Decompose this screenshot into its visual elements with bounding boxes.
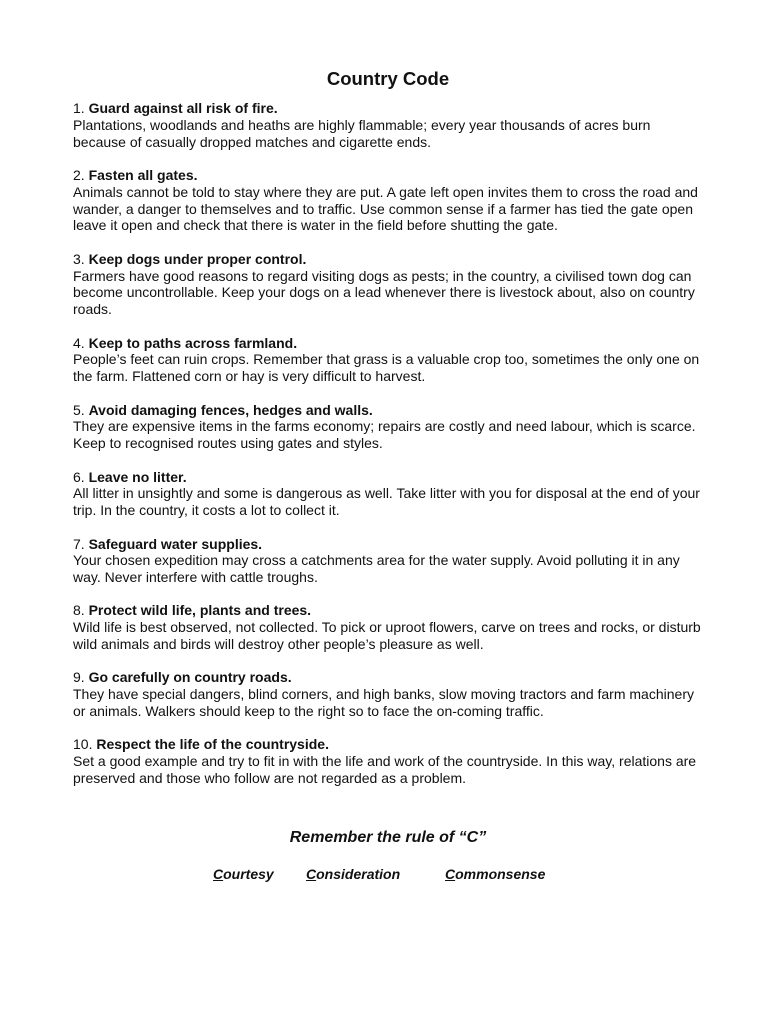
rule-title: Protect wild life, plants and trees. (88, 602, 312, 619)
rule-title: Keep dogs under proper control. (88, 250, 307, 267)
rule-body: People’s feet can ruin crops. Remember that grass is a valuable crop too, sometimes the only one on the farm. Flattened corn or hay is very difficult to harvest. (73, 351, 700, 385)
rule-title: Go carefully on country roads. (88, 669, 292, 686)
document-title: Country Code (326, 68, 450, 89)
rule-body: They have special dangers, blind corners, and high banks, slow moving tractors and farm machinery or animals. Walkers should keep to the right so to face the on-coming traffic. (73, 686, 694, 720)
c-word-initial: C (306, 866, 317, 882)
rule-title: Guard against all risk of fire. (88, 100, 278, 116)
rule-title: Leave no litter. (88, 468, 187, 485)
rule-heading (73, 469, 703, 486)
rule-number: 2. (73, 166, 85, 183)
c-word-initial: C (213, 866, 224, 882)
rule-title: Respect the life of the countryside. (96, 736, 329, 753)
c-word-rest: onsideration (316, 866, 401, 882)
rule-heading (73, 402, 703, 419)
rule-heading (73, 100, 703, 117)
c-word-consideration (306, 865, 400, 883)
rule-item (73, 469, 703, 519)
rule-title: Avoid damaging fences, hedges and walls. (88, 401, 373, 418)
rule-number: 4. (73, 334, 85, 351)
rule-body: They are expensive items in the farms economy; repairs are costly and need labour, which is scarce. Keep to recognised routes using gates and styles. (73, 418, 696, 452)
rule-title: Fasten all gates. (88, 166, 198, 183)
remember-heading: Remember the rule of “C” (289, 829, 487, 846)
rule-heading (73, 251, 703, 268)
rule-body: All litter in unsightly and some is dangerous as well. Take litter with you for disposal at the end of your trip. In the country, it costs a lot to collect it. (73, 485, 700, 519)
rule-item (73, 536, 703, 586)
rule-item (73, 402, 703, 452)
rule-title: Keep to paths across farmland. (88, 334, 298, 351)
rule-heading (73, 602, 703, 619)
rule-item (73, 669, 703, 719)
rule-number: 9. (73, 669, 85, 686)
rule-heading (73, 669, 703, 686)
rule-heading (73, 335, 703, 352)
rule-heading (73, 736, 703, 753)
rule-number: 3. (73, 250, 85, 267)
rule-item (73, 335, 703, 385)
rule-number: 5. (73, 401, 85, 418)
rule-heading (73, 536, 703, 553)
c-word-courtesy (213, 865, 274, 883)
c-word-initial: C (445, 866, 456, 882)
c-word-commonsense (445, 865, 545, 883)
rule-number: 10. (73, 736, 93, 753)
rule-number: 7. (73, 535, 85, 552)
rule-item (73, 167, 703, 234)
rule-number: 1. (73, 100, 85, 116)
c-word-rest: ommonsense (455, 866, 546, 882)
rule-item (73, 100, 703, 150)
document-page (73, 66, 703, 882)
rule-title: Safeguard water supplies. (88, 535, 263, 552)
rule-body: Set a good example and try to fit in with the life and work of the countryside. In this way, relations are preserved and those who follow are not regarded as a problem. (73, 753, 697, 787)
rule-body: Plantations, woodlands and heaths are highly flammable; every year thousands of acres burn because of casually dropped matches and cigarette ends. (73, 116, 651, 150)
rule-body: Animals cannot be told to stay where they are put. A gate left open invites them to cross the road and wander, a danger to themselves and to traffic. Use common sense if a farmer has tied the gate open leave it open and check that there is water in the field before shutting the gate. (73, 183, 698, 234)
rule-item (73, 251, 703, 318)
c-word-rest: ourtesy (223, 866, 274, 882)
rule-body: Farmers have good reasons to regard visiting dogs as pests; in the country, a civilised town dog can become uncontrollable. Keep your dogs on a lead whenever there is livestock about, also on country roads. (73, 267, 695, 318)
rule-number: 8. (73, 602, 85, 619)
rule-number: 6. (73, 468, 85, 485)
rule-item (73, 602, 703, 652)
rule-item (73, 736, 703, 786)
rule-body: Your chosen expedition may cross a catchments area for the water supply. Avoid polluting it in any way. Never interfere with cattle troughs. (73, 552, 680, 586)
rule-heading (73, 167, 703, 184)
rule-body: Wild life is best observed, not collected. To pick or uproot flowers, carve on trees and rocks, or disturb wild animals and birds will destroy other people’s pleasure as well. (73, 619, 701, 653)
